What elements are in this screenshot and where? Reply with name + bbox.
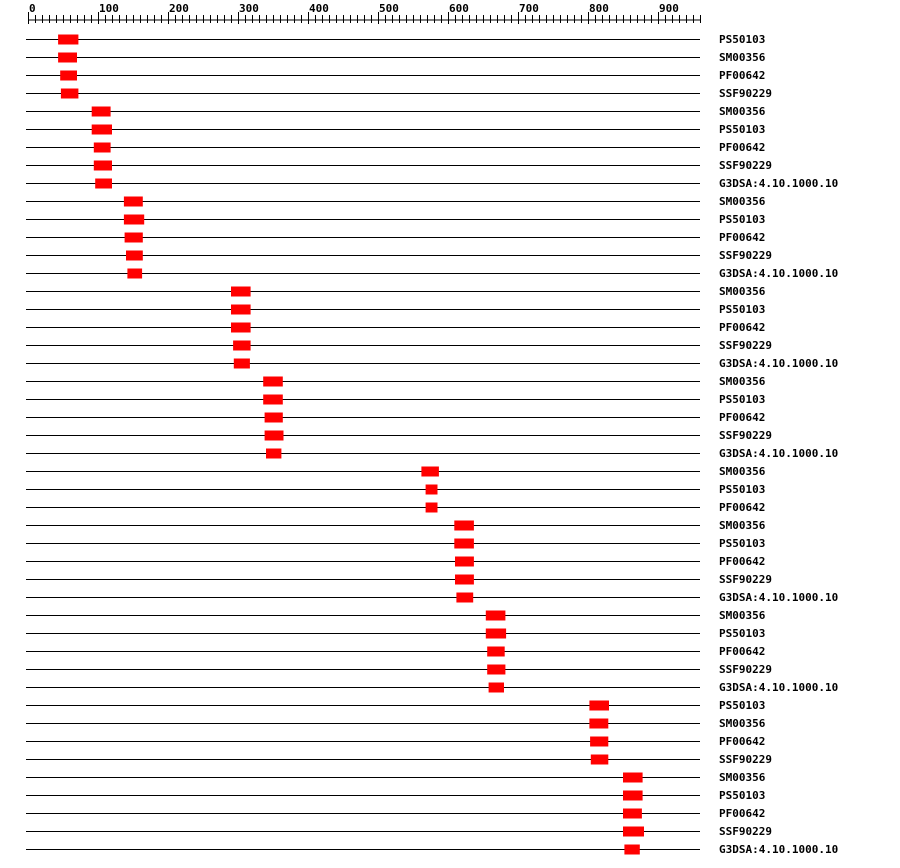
feature-track xyxy=(26,699,765,712)
domain-hit-bar[interactable] xyxy=(126,251,143,261)
feature-track xyxy=(26,537,765,550)
domain-hit-bar[interactable] xyxy=(92,107,111,117)
feature-track xyxy=(26,591,838,604)
ruler-tick-label: 400 xyxy=(309,2,329,15)
feature-track xyxy=(26,267,838,280)
ruler-tick-label: 300 xyxy=(239,2,259,15)
track-label: G3DSA:4.10.1000.10 xyxy=(719,267,839,280)
domain-hit-bar[interactable] xyxy=(94,161,112,171)
domain-hit-bar[interactable] xyxy=(623,773,643,783)
track-label: SM00356 xyxy=(719,609,766,622)
feature-track xyxy=(26,249,772,262)
track-label: PF00642 xyxy=(719,141,766,154)
track-label: SSF90229 xyxy=(719,825,772,838)
feature-track xyxy=(26,213,765,226)
feature-track xyxy=(26,51,766,64)
domain-hit-bar[interactable] xyxy=(95,179,112,189)
track-label: SSF90229 xyxy=(719,753,772,766)
track-label: SM00356 xyxy=(719,519,766,532)
domain-hit-bar[interactable] xyxy=(231,305,251,315)
feature-tracks xyxy=(26,33,838,856)
ruler-tick-label: 900 xyxy=(659,2,679,15)
domain-hit-bar[interactable] xyxy=(623,827,644,837)
feature-track xyxy=(26,339,772,352)
domain-hit-bar[interactable] xyxy=(231,323,251,333)
feature-track xyxy=(26,843,838,856)
track-label: G3DSA:4.10.1000.10 xyxy=(719,843,839,856)
feature-track xyxy=(26,231,765,244)
track-label: SM00356 xyxy=(719,717,766,730)
feature-track xyxy=(26,195,766,208)
track-label: PF00642 xyxy=(719,807,766,820)
domain-hit-bar[interactable] xyxy=(124,197,143,207)
domain-hit-bar[interactable] xyxy=(61,89,79,99)
feature-track xyxy=(26,123,765,136)
track-label: SM00356 xyxy=(719,51,766,64)
track-label: G3DSA:4.10.1000.10 xyxy=(719,177,839,190)
feature-track xyxy=(26,753,772,766)
track-label: PF00642 xyxy=(719,735,766,748)
feature-track xyxy=(26,69,765,82)
domain-hit-bar[interactable] xyxy=(266,449,281,459)
feature-track xyxy=(26,447,838,460)
domain-hit-bar[interactable] xyxy=(455,575,474,585)
feature-track xyxy=(26,825,772,838)
track-label: PF00642 xyxy=(719,69,766,82)
feature-track xyxy=(26,177,838,190)
feature-track xyxy=(26,159,772,172)
track-label: SM00356 xyxy=(719,375,766,388)
ruler-tick-label: 0 xyxy=(29,2,36,15)
domain-hit-bar[interactable] xyxy=(456,593,473,603)
domain-hit-bar[interactable] xyxy=(421,467,439,477)
domain-hit-bar[interactable] xyxy=(624,845,639,855)
track-label: SSF90229 xyxy=(719,339,772,352)
feature-track xyxy=(26,771,766,784)
feature-track xyxy=(26,33,765,46)
track-label: SSF90229 xyxy=(719,429,772,442)
feature-track xyxy=(26,645,765,658)
track-label: SSF90229 xyxy=(719,249,772,262)
ruler-tick-label: 600 xyxy=(449,2,469,15)
feature-track xyxy=(26,87,772,100)
track-label: G3DSA:4.10.1000.10 xyxy=(719,447,839,460)
track-label: PS50103 xyxy=(719,213,766,226)
track-label: SM00356 xyxy=(719,465,766,478)
domain-hit-bar[interactable] xyxy=(265,413,283,423)
feature-track xyxy=(26,663,772,676)
track-label: G3DSA:4.10.1000.10 xyxy=(719,357,839,370)
ruler-tick-label: 100 xyxy=(99,2,119,15)
track-label: PS50103 xyxy=(719,627,766,640)
feature-track xyxy=(26,105,766,118)
ruler-tick-label: 200 xyxy=(169,2,189,15)
feature-track xyxy=(26,303,765,316)
domain-hit-bar[interactable] xyxy=(60,71,77,81)
feature-track xyxy=(26,501,765,514)
feature-track xyxy=(26,573,772,586)
feature-track xyxy=(26,483,765,496)
track-label: PS50103 xyxy=(719,123,766,136)
track-label: G3DSA:4.10.1000.10 xyxy=(719,591,839,604)
domain-hit-bar[interactable] xyxy=(263,377,283,387)
domain-hit-bar[interactable] xyxy=(94,143,111,153)
feature-track xyxy=(26,411,765,424)
domain-hit-bar[interactable] xyxy=(233,341,251,351)
track-label: PF00642 xyxy=(719,321,766,334)
sequence-ruler xyxy=(28,2,701,24)
domain-hit-bar[interactable] xyxy=(125,233,143,243)
domain-hit-bar[interactable] xyxy=(426,503,438,513)
feature-track xyxy=(26,717,766,730)
track-label: PS50103 xyxy=(719,483,766,496)
track-label: PS50103 xyxy=(719,537,766,550)
feature-track xyxy=(26,285,766,298)
feature-track xyxy=(26,465,766,478)
domain-hit-bar[interactable] xyxy=(487,665,505,675)
domain-hit-bar[interactable] xyxy=(127,269,142,279)
domain-hit-bar[interactable] xyxy=(591,755,609,765)
feature-track xyxy=(26,735,765,748)
feature-track xyxy=(26,681,838,694)
track-label: SM00356 xyxy=(719,195,766,208)
domain-hit-bar[interactable] xyxy=(454,521,474,531)
track-label: PS50103 xyxy=(719,33,766,46)
domain-hit-bar[interactable] xyxy=(124,215,144,225)
feature-track xyxy=(26,429,772,442)
domain-hit-bar[interactable] xyxy=(234,359,250,369)
domain-hit-bar[interactable] xyxy=(263,395,283,405)
domain-hit-bar[interactable] xyxy=(231,287,251,297)
domain-hit-bar[interactable] xyxy=(489,683,504,693)
track-label: PS50103 xyxy=(719,303,766,316)
feature-track xyxy=(26,609,766,622)
track-label: PF00642 xyxy=(719,555,766,568)
track-label: SM00356 xyxy=(719,285,766,298)
track-label: SSF90229 xyxy=(719,573,772,586)
feature-track xyxy=(26,555,765,568)
domain-hit-bar[interactable] xyxy=(58,35,78,45)
track-label: SSF90229 xyxy=(719,159,772,172)
domain-hit-bar[interactable] xyxy=(426,485,438,495)
feature-track xyxy=(26,321,765,334)
domain-hit-bar[interactable] xyxy=(455,557,474,567)
domain-hit-bar[interactable] xyxy=(590,737,608,747)
feature-track xyxy=(26,627,765,640)
domain-hit-bar[interactable] xyxy=(623,791,643,801)
track-label: PF00642 xyxy=(719,231,766,244)
ruler-tick-label: 800 xyxy=(589,2,609,15)
track-label: PS50103 xyxy=(719,789,766,802)
feature-track xyxy=(26,807,765,820)
feature-track xyxy=(26,357,838,370)
track-label: G3DSA:4.10.1000.10 xyxy=(719,681,839,694)
track-label: PF00642 xyxy=(719,501,766,514)
domain-hit-bar[interactable] xyxy=(486,611,506,621)
feature-track xyxy=(26,375,766,388)
domain-hit-bar[interactable] xyxy=(58,53,77,63)
track-label: PS50103 xyxy=(719,699,766,712)
domain-hit-bar[interactable] xyxy=(589,719,608,729)
feature-track xyxy=(26,141,765,154)
track-label: SM00356 xyxy=(719,771,766,784)
track-label: PS50103 xyxy=(719,393,766,406)
domain-hit-bar[interactable] xyxy=(487,647,505,657)
domain-hit-bar[interactable] xyxy=(589,701,609,711)
track-label: SSF90229 xyxy=(719,663,772,676)
track-label: SM00356 xyxy=(719,105,766,118)
domain-hit-bar[interactable] xyxy=(92,125,112,135)
domain-hit-bar[interactable] xyxy=(486,629,506,639)
domain-hit-bar[interactable] xyxy=(454,539,474,549)
ruler-tick-label: 700 xyxy=(519,2,539,15)
track-label: PF00642 xyxy=(719,645,766,658)
ruler-tick-label: 500 xyxy=(379,2,399,15)
domain-hit-bar[interactable] xyxy=(623,809,642,819)
domain-hit-bar[interactable] xyxy=(265,431,284,441)
track-label: SSF90229 xyxy=(719,87,772,100)
feature-track xyxy=(26,519,766,532)
track-label: PF00642 xyxy=(719,411,766,424)
feature-track xyxy=(26,789,765,802)
feature-track xyxy=(26,393,765,406)
